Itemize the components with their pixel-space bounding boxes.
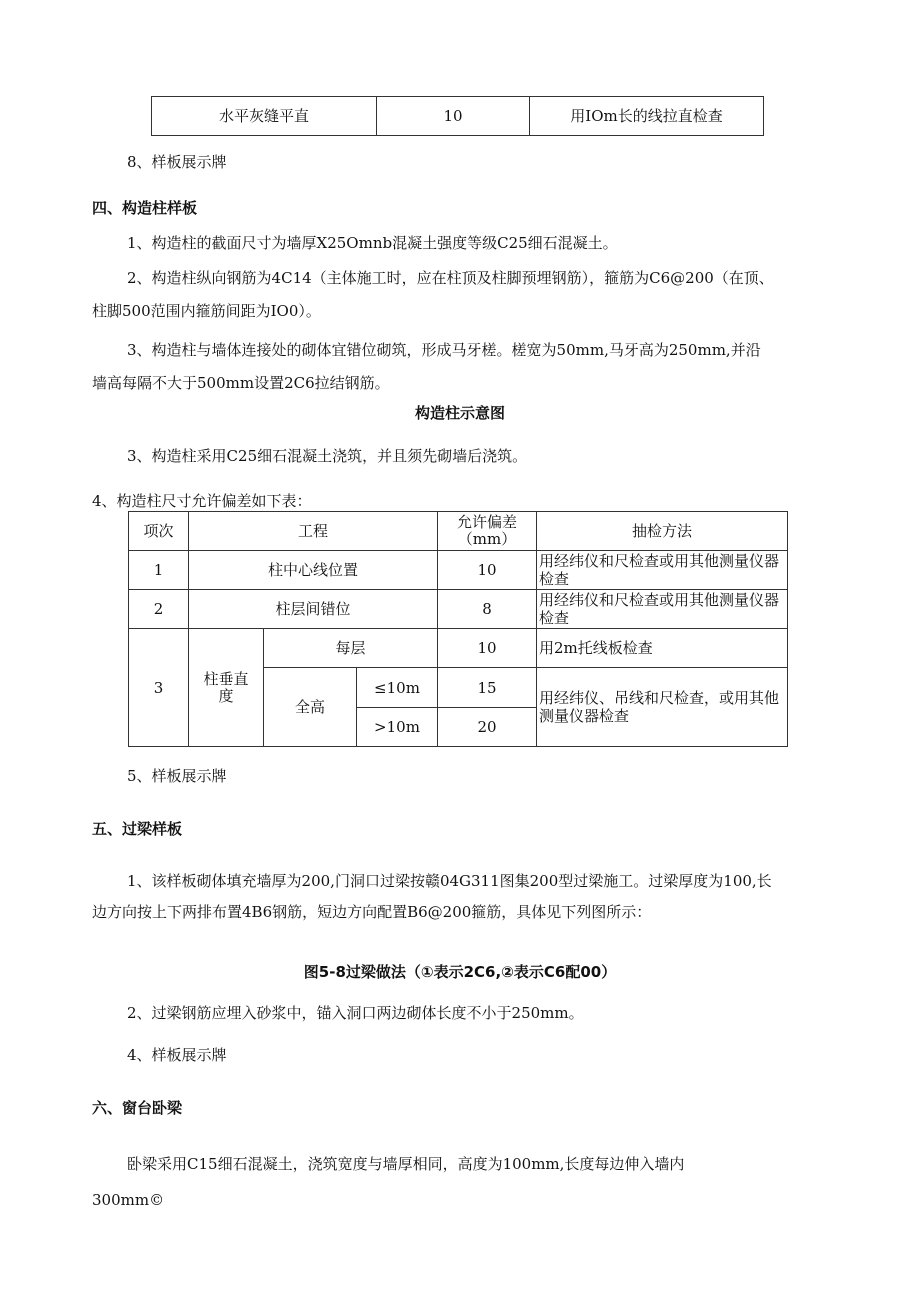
header-cell: 允许偏差（mm）: [438, 512, 537, 551]
paragraph: 300mm©: [92, 1191, 165, 1209]
header-cell: 抽检方法: [537, 512, 788, 551]
table-cell: 每层: [264, 629, 438, 668]
paragraph: 4、构造柱尺寸允许偏差如下表：: [92, 492, 312, 510]
table-cell: ≤10m: [357, 668, 438, 708]
table-cell: 20: [438, 708, 537, 747]
paragraph: 8、样板展示牌: [127, 153, 227, 171]
paragraph: 边方向按上下两排布置4B6钢筋，短边方向配置B6@200箍筋，具体见下列图所示：: [92, 903, 652, 921]
paragraph: 1、该样板砌体填充墙厚为200,门洞口过梁按赣04G311图集200型过梁施工。过梁厚度为100,长: [127, 872, 772, 890]
table-cell: 用2m托线板检查: [537, 629, 788, 668]
table-cell: 水平灰缝平直: [152, 97, 377, 136]
tolerance-table: [128, 511, 788, 747]
paragraph: 5、样板展示牌: [127, 767, 227, 785]
table-cell: 1: [129, 551, 189, 590]
table-cell: 柱中心线位置: [189, 551, 438, 590]
paragraph: 4、样板展示牌: [127, 1046, 227, 1064]
table-cell: 10: [377, 97, 530, 136]
table-cell: 2: [129, 590, 189, 629]
paragraph: 2、构造柱纵向钢筋为4C14（主体施工时，应在柱顶及柱脚预埋钢筋），箍筋为C6@200（在顶、: [127, 269, 774, 287]
table-row: [152, 97, 764, 136]
paragraph: 柱脚500范围内箍筋间距为IO0）。: [92, 302, 321, 320]
header-cell: 项次: [129, 512, 189, 551]
figure-caption: 构造柱示意图: [414, 404, 505, 422]
table-cell: 8: [438, 590, 537, 629]
table-cell: 柱层间错位: [189, 590, 438, 629]
table-row: [129, 629, 788, 668]
paragraph: 3、构造柱与墙体连接处的砌体宜错位砌筑，形成马牙槎。槎宽为50mm,马牙高为250mm,并沿: [127, 341, 761, 359]
paragraph: 1、构造柱的截面尺寸为墙厚X25Omnb混凝土强度等级C25细石混凝土。: [127, 234, 618, 252]
top-table: [151, 96, 764, 136]
section-title: 五、过梁样板: [92, 820, 183, 838]
paragraph: 2、过梁钢筋应埋入砂浆中，锚入洞口两边砌体长度不小于250mm。: [127, 1004, 584, 1022]
table-cell: 全高: [264, 668, 357, 747]
table-cell: 10: [438, 551, 537, 590]
table-cell: 用经纬仪、吊线和尺检查，或用其他测量仪器检查: [537, 668, 788, 747]
section-title: 四、构造柱样板: [92, 199, 198, 217]
figure-caption: 图5-8过梁做法（①表示2C6,②表示C6配00）: [303, 963, 617, 981]
paragraph: 墙高每隔不大于500mm设置2C6拉结钢筋。: [92, 374, 390, 392]
table-cell: 15: [438, 668, 537, 708]
paragraph: 卧梁采用C15细石混凝土，浇筑宽度与墙厚相同，高度为100mm,长度每边伸入墙内: [127, 1155, 685, 1173]
table-cell: 3: [129, 629, 189, 747]
table-cell: 用经纬仪和尺检查或用其他测量仪器检查: [537, 590, 788, 629]
table-header-row: [129, 512, 788, 551]
table-row: [129, 551, 788, 590]
table-cell-vertical: 柱垂直度: [189, 629, 264, 747]
section-title: 六、窗台卧梁: [92, 1099, 183, 1117]
table-row: [129, 590, 788, 629]
table-cell: 用IOm长的线拉直检查: [530, 97, 764, 136]
table-cell: >10m: [357, 708, 438, 747]
table-cell: 10: [438, 629, 537, 668]
paragraph: 3、构造柱采用C25细石混凝土浇筑，并且须先砌墙后浇筑。: [127, 447, 528, 465]
table-cell: 用经纬仪和尺检查或用其他测量仪器检查: [537, 551, 788, 590]
header-cell: 工程: [189, 512, 438, 551]
